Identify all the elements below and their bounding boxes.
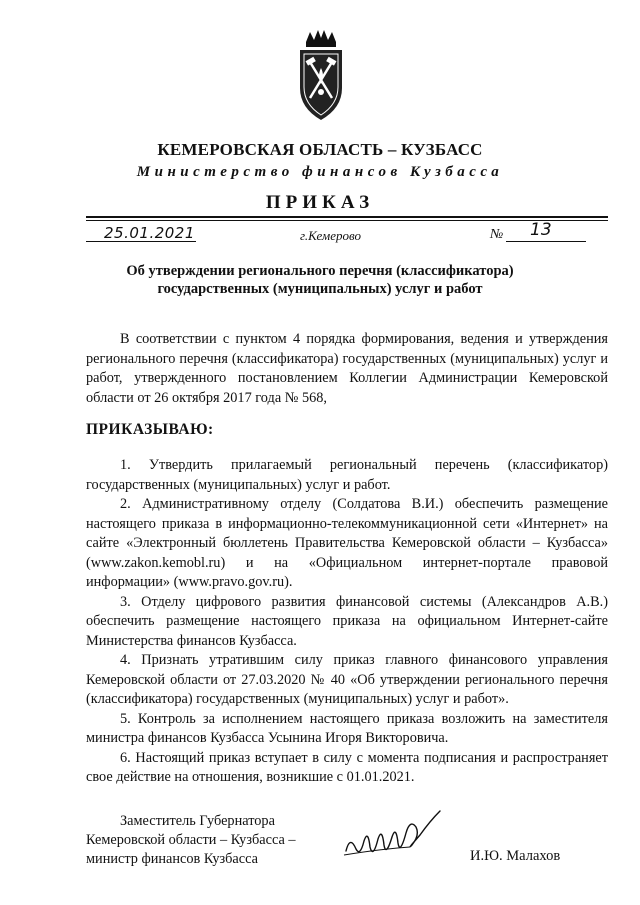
subject-line-2: государственных (муниципальных) услуг и работ xyxy=(157,281,483,297)
subject-line-1: Об утверждении регионального перечня (классификатора) xyxy=(126,263,514,279)
signatory-position xyxy=(86,812,296,869)
signatory-name: И.Ю. Малахов xyxy=(470,848,561,864)
order-date: 25.01.2021 xyxy=(104,224,195,242)
order-number: 13 xyxy=(530,220,552,240)
order-item-5: 5. Контроль за исполнением настоящего приказа возложить на заместителя министра финансов Кузбасса Усынина Игоря Викторовича. xyxy=(86,710,608,746)
order-items-list xyxy=(86,456,608,788)
order-item-2: 2. Административному отделу (Солдатова В.И.) обеспечить размещение настоящего приказа в информационно-телекоммуникационной сети «Интернет» на сайте «Электронный бюллетень Правительства Кемеровской области – Кузбасса» (www.zakon.kemobl.ru) и на «Официальном интернет-портале правовой информации» (www.pravo.gov.ru). xyxy=(86,496,608,590)
ministry-name: Министерство финансов Кузбасса xyxy=(136,164,504,180)
signatory-line-3: министр финансов Кузбасса xyxy=(86,851,258,867)
signatory-line-2: Кемеровской области – Кузбасса – xyxy=(86,832,296,848)
signatory-line-1: Заместитель Губернатора xyxy=(120,813,275,829)
header-divider xyxy=(86,216,608,218)
handwritten-signature xyxy=(340,805,450,865)
order-item-6: 6. Настоящий приказ вступает в силу с момента подписания и распространяет свое действие на отношения, возникшие с 01.01.2021. xyxy=(86,749,608,785)
order-item-3: 3. Отделу цифрового развития финансовой системы (Александров А.В.) обеспечить размещение настоящего приказа на официальном Интернет-сайте Министерства финансов Кузбасса. xyxy=(86,593,608,649)
number-underline xyxy=(506,241,586,242)
document-type-title: ПРИКАЗ xyxy=(265,192,375,213)
preamble-text: В соответствии с пунктом 4 порядка формирования, ведения и утверждения регионального перечня (классификатора) государственных (муниципальных) услуг и работ, утвержденного постановлением Коллегии Администрации Кемеровской области от 26 октября 2017 года № 568, xyxy=(86,331,608,406)
order-item-4: 4. Признать утратившим силу приказ главного финансового управления Кемеровской области от 27.03.2020 № 40 «Об утверждении регионального перечня (классификатора) государственных (муниципальных) услуг и работ». xyxy=(86,652,608,707)
preamble xyxy=(86,330,608,408)
order-directive-heading: ПРИКАЗЫВАЮ: xyxy=(86,421,214,438)
order-city: г.Кемерово xyxy=(300,228,361,243)
organization-title: КЕМЕРОВСКАЯ ОБЛАСТЬ – КУЗБАСС xyxy=(157,140,483,159)
order-number-label: № xyxy=(490,227,504,242)
order-subject xyxy=(0,262,640,298)
order-item-1: 1. Утвердить прилагаемый региональный перечень (классификатор) государственных (муниципальных) услуг и работ. xyxy=(86,457,608,493)
coat-of-arms-icon xyxy=(294,28,348,126)
date-underline xyxy=(86,241,196,242)
